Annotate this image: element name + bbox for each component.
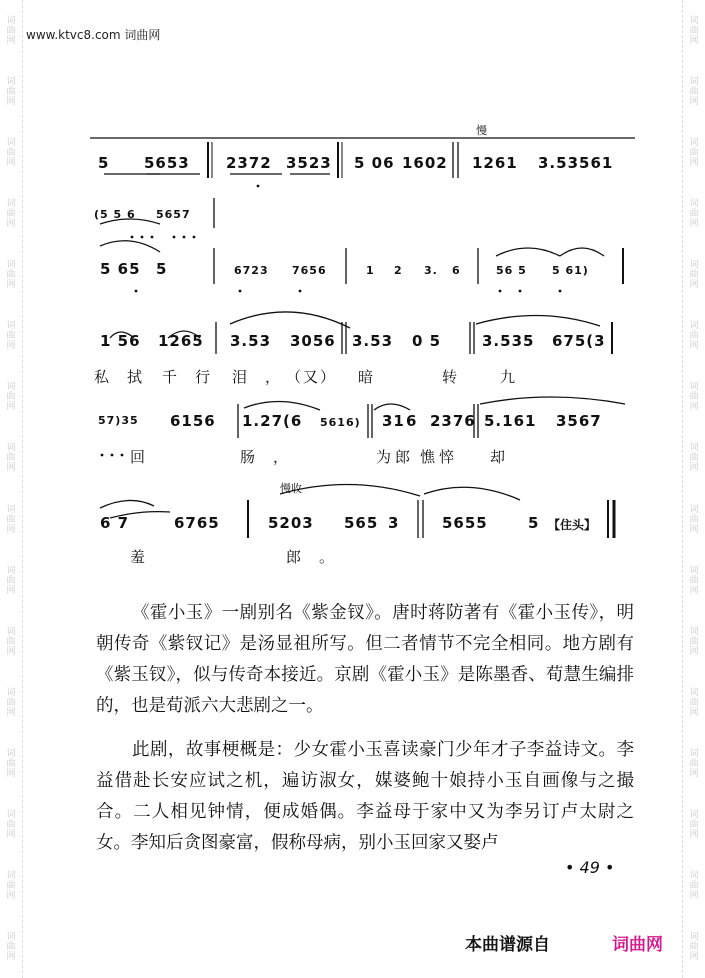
watermark-text: 词 曲 网 — [6, 382, 16, 413]
watermark-text: 词 曲 网 — [689, 749, 699, 780]
score-bar: 3.535 — [482, 332, 535, 350]
tempo-mark-slow: 慢 — [476, 124, 487, 137]
score-bar: 5 — [156, 260, 168, 278]
score-bar: 5 06 — [354, 154, 395, 172]
watermark-text: 词 曲 网 — [6, 810, 16, 841]
source-url[interactable]: www.ktvc8.com 词曲网 — [26, 28, 161, 42]
watermark-text: 词 曲 网 — [689, 932, 699, 963]
watermark-text: 词 曲 网 — [689, 76, 699, 107]
paragraph-text: 此剧，故事梗概是：少女霍小玉喜读豪门少年才子李益诗文。李益借赴长安应试之机，遍访淑女，媒婆鲍十娘持小玉自画像与之撮合。二人相见钟情，便成婚偶。李益母于家中又为李另订卢太尉之女。李知后贪图豪富，假称母病，别小玉回家又娶卢 — [96, 740, 634, 853]
right-watermark-strip — [682, 0, 705, 978]
score-bar: 5657 — [156, 208, 191, 221]
score-bar: 1.27(6 — [242, 412, 303, 430]
lyric: 肠， — [240, 448, 307, 466]
watermark-text: 词 曲 网 — [689, 810, 699, 841]
score-bar: 5203 — [268, 514, 314, 532]
paragraph-text: 《霍小玉》一剧别名《紫金钗》。唐时蒋防著有《霍小玉传》，明朝传奇《紫钗记》是汤显祖所写。但二者情节不完全相同。地方剧有《紫玉钗》，似与传奇本接近。京剧《霍小玉》是陈墨香、荀慧生编排的，也是荀派六大悲剧之一。 — [96, 603, 634, 716]
watermark-text: 词 曲 网 — [689, 198, 699, 229]
watermark-text: 词 曲 网 — [689, 382, 699, 413]
score-bar: 5.161 — [484, 412, 537, 430]
watermark-text: 词 曲 网 — [6, 504, 16, 535]
score-bar: 2 — [394, 264, 403, 277]
intro-paragraph — [96, 598, 634, 722]
score-bar: 1265 — [158, 332, 204, 350]
lyric: 转 — [442, 368, 476, 386]
score-bar: 5655 — [442, 514, 488, 532]
score-bar: 1261 — [472, 154, 518, 172]
score-bar: 5 — [528, 514, 540, 532]
watermark-text: 词 曲 网 — [6, 137, 16, 168]
watermark-text: 词 曲 网 — [689, 687, 699, 718]
score-bar: 6 — [406, 412, 418, 430]
score-bar: 6156 — [170, 412, 216, 430]
score-bar: 3. — [424, 264, 438, 277]
lyric: 九 — [500, 368, 534, 386]
score-bar: 565 — [344, 514, 379, 532]
watermark-text: 词 曲 网 — [689, 565, 699, 596]
score-bar: 6 — [452, 264, 461, 277]
watermark-text: 词 曲 网 — [689, 871, 699, 902]
page-number: • 49 • — [565, 858, 615, 877]
lyric: （又） — [286, 368, 338, 386]
footer-source-label: 本曲谱源自 — [465, 935, 550, 955]
score-bar: 5 61) — [552, 264, 589, 277]
watermark-text: 词 曲 网 — [6, 321, 16, 352]
tempo-mark-slow-down: 慢收 — [280, 482, 302, 495]
score-bar: 3.53561 — [538, 154, 614, 172]
watermark-text: 词 曲 网 — [6, 565, 16, 596]
lyric: 却 — [490, 448, 524, 466]
watermark-text: 词 曲 网 — [689, 626, 699, 657]
score-bar: 5 65 — [100, 260, 141, 278]
lyric: 郎。 — [286, 548, 353, 566]
lyric: 千行 — [162, 368, 229, 386]
watermark-text: 词 曲 网 — [6, 443, 16, 474]
score-bar: 3 — [388, 514, 400, 532]
score-bar: 1 — [366, 264, 375, 277]
score-bar: 2372 — [226, 154, 272, 172]
lyric: 泪， — [232, 368, 299, 386]
lyric: 暗 — [358, 368, 392, 386]
score-bar: 3056 — [290, 332, 336, 350]
score-bar: 0 5 — [412, 332, 442, 350]
watermark-text: 词 曲 网 — [6, 687, 16, 718]
watermark-text: 词 曲 网 — [6, 932, 16, 963]
score-bar: 1602 — [402, 154, 448, 172]
score-bar: 3523 — [286, 154, 332, 172]
score-bar: 6723 — [234, 264, 269, 277]
lyric: 私拭 — [94, 368, 161, 386]
score-bar: 5616) — [320, 416, 361, 429]
watermark-text: 词 曲 网 — [6, 626, 16, 657]
watermark-text: 词 曲 网 — [6, 871, 16, 902]
score-bar: 31 — [382, 412, 405, 430]
score-bar: 2376 — [430, 412, 476, 430]
lyric: 为郎 — [376, 448, 415, 466]
end-mark: 【住头】 — [548, 518, 597, 532]
score-bar: 3.53 — [352, 332, 394, 350]
score-bar: 5653 — [144, 154, 190, 172]
footer-brand-link[interactable]: 词曲网 — [612, 935, 663, 955]
lyric: 回 — [130, 448, 164, 466]
watermark-text: 词 曲 网 — [689, 137, 699, 168]
watermark-text: 词 曲 网 — [6, 15, 16, 46]
score-bar: 56 5 — [496, 264, 527, 277]
watermark-text: 词 曲 网 — [689, 504, 699, 535]
score-bar: 5 — [98, 154, 110, 172]
watermark-text: 词 曲 网 — [6, 260, 16, 291]
watermark-text: 词 曲 网 — [689, 321, 699, 352]
score-bar: 7656 — [292, 264, 327, 277]
synopsis-paragraph — [96, 735, 634, 859]
lyric: 羞 — [130, 548, 164, 566]
score-bar: (5 5 6 — [94, 208, 136, 221]
score-bar: 3567 — [556, 412, 602, 430]
score-lines — [90, 128, 640, 578]
score-bar: 57)35 — [98, 414, 139, 427]
left-watermark-strip — [0, 0, 23, 978]
watermark-text: 词 曲 网 — [689, 260, 699, 291]
score-bar: 6 7 — [100, 514, 130, 532]
score-bar: 675(3 — [552, 332, 606, 350]
score-bar: 1 56 — [100, 332, 141, 350]
watermark-text: 词 曲 网 — [689, 15, 699, 46]
watermark-text: 词 曲 网 — [6, 76, 16, 107]
lyric: 憔悴 — [420, 448, 459, 466]
jianpu-score — [90, 124, 640, 578]
watermark-text: 词 曲 网 — [689, 443, 699, 474]
watermark-text: 词 曲 网 — [6, 749, 16, 780]
score-bar: 3.53 — [230, 332, 272, 350]
watermark-text: 词 曲 网 — [6, 198, 16, 229]
score-bar: 6765 — [174, 514, 220, 532]
